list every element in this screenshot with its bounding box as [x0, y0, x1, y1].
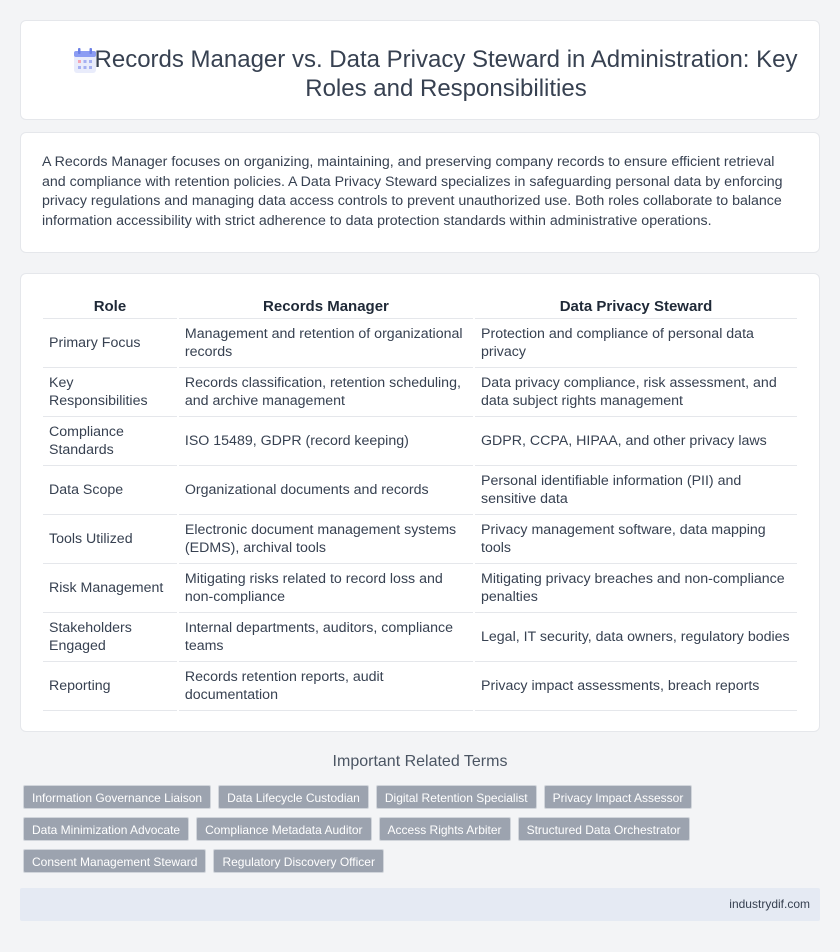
data-privacy-steward-cell: Data privacy compliance, risk assessment, and data subject rights management	[475, 368, 797, 417]
column-header: Data Privacy Steward	[475, 295, 797, 319]
related-term-tag[interactable]: Digital Retention Specialist	[376, 785, 537, 809]
table-row	[43, 417, 797, 466]
data-privacy-steward-cell: Privacy management software, data mapping tools	[475, 515, 797, 564]
related-terms-list	[23, 785, 703, 873]
related-term-tag[interactable]: Consent Management Steward	[23, 849, 206, 873]
intro-paragraph: A Records Manager focuses on organizing, maintaining, and preserving company records to ensure efficient retrieval and compliance with retention policies. A Data Privacy Steward specializes in safeguarding personal data by enforcing privacy regulations and managing data access controls to prevent unauthorized use. Both roles collaborate to balance information accessibility with strict adherence to data protection standards within administrative operations.	[42, 154, 783, 229]
site-credit[interactable]: industrydif.com	[729, 897, 810, 911]
row-label: Primary Focus	[43, 319, 177, 368]
table-row	[43, 368, 797, 417]
row-label: Stakeholders Engaged	[43, 613, 177, 662]
row-label: Compliance Standards	[43, 417, 177, 466]
data-privacy-steward-cell: Personal identifiable information (PII) and sensitive data	[475, 466, 797, 515]
table-row	[43, 662, 797, 711]
row-label: Data Scope	[43, 466, 177, 515]
table-header-row	[43, 295, 797, 319]
related-term-tag[interactable]: Data Minimization Advocate	[23, 817, 189, 841]
data-privacy-steward-cell: Privacy impact assessments, breach reports	[475, 662, 797, 711]
related-terms-heading: Important Related Terms	[332, 753, 508, 770]
related-term-tag[interactable]: Data Lifecycle Custodian	[218, 785, 369, 809]
row-label: Reporting	[43, 662, 177, 711]
data-privacy-steward-cell: GDPR, CCPA, HIPAA, and other privacy laws	[475, 417, 797, 466]
table-row	[43, 319, 797, 368]
footer-bar	[20, 888, 820, 921]
column-header: Role	[43, 295, 177, 319]
records-manager-cell: Mitigating risks related to record loss and non-compliance	[179, 564, 473, 613]
records-manager-cell: Records classification, retention scheduling, and archive management	[179, 368, 473, 417]
related-term-tag[interactable]: Privacy Impact Assessor	[544, 785, 693, 809]
row-label: Key Responsibilities	[43, 368, 177, 417]
table-row	[43, 564, 797, 613]
records-manager-cell: Electronic document management systems (EDMS), archival tools	[179, 515, 473, 564]
table-row	[43, 613, 797, 662]
intro-card	[20, 132, 820, 253]
records-manager-cell: Records retention reports, audit documentation	[179, 662, 473, 711]
row-label: Risk Management	[43, 564, 177, 613]
data-privacy-steward-cell: Legal, IT security, data owners, regulatory bodies	[475, 613, 797, 662]
comparison-card	[20, 273, 820, 732]
page-title: Records Manager vs. Data Privacy Steward in Administration: Key Roles and Responsibilities	[94, 46, 798, 102]
records-manager-cell: Organizational documents and records	[179, 466, 473, 515]
related-term-tag[interactable]: Access Rights Arbiter	[379, 817, 511, 841]
data-privacy-steward-cell: Mitigating privacy breaches and non-compliance penalties	[475, 564, 797, 613]
column-header: Records Manager	[179, 295, 473, 319]
row-label: Tools Utilized	[43, 515, 177, 564]
related-term-tag[interactable]: Information Governance Liaison	[23, 785, 211, 809]
table-row	[43, 466, 797, 515]
related-term-tag[interactable]: Structured Data Orchestrator	[518, 817, 690, 841]
comparison-table	[41, 295, 799, 711]
related-term-tag[interactable]: Regulatory Discovery Officer	[213, 849, 384, 873]
data-privacy-steward-cell: Protection and compliance of personal data privacy	[475, 319, 797, 368]
records-manager-cell: Internal departments, auditors, compliance teams	[179, 613, 473, 662]
related-term-tag[interactable]: Compliance Metadata Auditor	[196, 817, 371, 841]
records-manager-cell: Management and retention of organizational records	[179, 319, 473, 368]
table-row	[43, 515, 797, 564]
records-manager-cell: ISO 15489, GDPR (record keeping)	[179, 417, 473, 466]
title-card	[20, 20, 820, 120]
